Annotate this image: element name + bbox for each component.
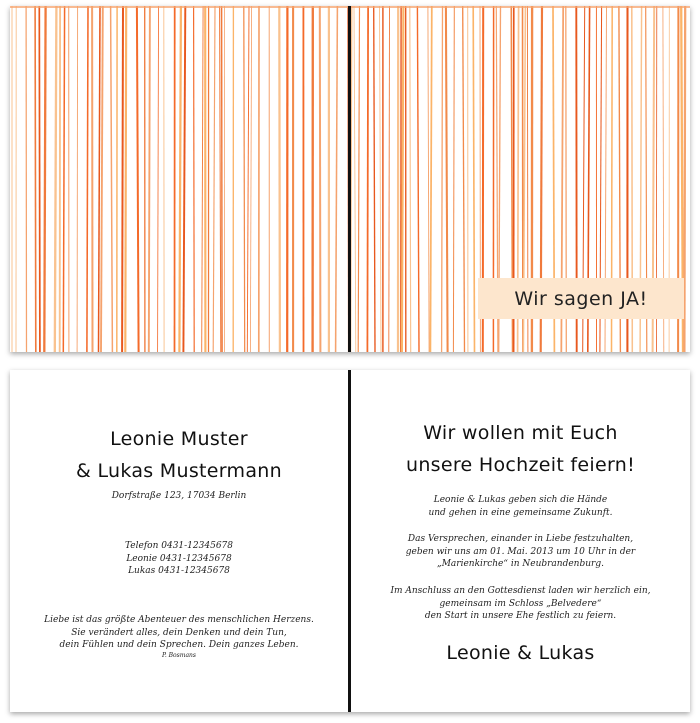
stripe-line <box>35 6 36 352</box>
paragraph-line: gemeinsam im Schloss „Belvedere“ <box>439 598 602 609</box>
stripe-line <box>158 6 159 352</box>
love-quote <box>10 614 348 660</box>
stripe-line <box>183 6 185 352</box>
stripe-line <box>149 6 150 352</box>
stripe-line <box>194 6 195 352</box>
banner-wir-sagen-ja <box>478 278 684 319</box>
stripe-line <box>380 6 382 352</box>
stripe-line <box>222 6 223 352</box>
invitation-paragraph-1 <box>351 494 690 519</box>
stripe-line <box>410 6 411 352</box>
phone-line: Telefon 0431-12345678 <box>125 541 233 551</box>
inside-left-page <box>10 370 348 712</box>
stripe-line <box>122 6 123 352</box>
stripe-line <box>250 6 251 352</box>
card-cover <box>10 6 690 352</box>
stripe-line <box>453 6 454 352</box>
invitation-paragraph-3 <box>351 585 690 623</box>
phone-list <box>10 540 348 578</box>
stripe-line <box>417 6 419 352</box>
stripe-line <box>428 6 429 352</box>
paragraph-line: „Marienkirche“ in Neubrandenburg. <box>437 559 604 569</box>
stripe-line <box>430 6 431 352</box>
paragraph-line: Im Anschluss an den Gottesdienst laden wir herzlich ein, <box>390 586 651 596</box>
stripe-line <box>77 6 78 352</box>
invitation-paragraph-2 <box>351 533 690 571</box>
paragraph-line: Leonie & Lukas geben sich die Hände <box>433 495 608 505</box>
stripe-line <box>179 6 181 352</box>
stripe-line <box>202 6 203 352</box>
stripe-line <box>244 6 245 352</box>
inside-right-page <box>351 370 690 712</box>
card-inside <box>10 370 690 712</box>
invitation-heading-line2: unsere Hochzeit feiern! <box>405 454 635 476</box>
stripe-line <box>684 6 685 352</box>
signature: Leonie & Lukas <box>446 642 595 664</box>
invitation-heading-line1: Wir wollen mit Euch <box>423 422 618 444</box>
stripe-line <box>279 6 280 352</box>
stripe-line <box>473 6 474 352</box>
fold-line <box>348 6 351 352</box>
quote-line: dein Fühlen und dein Sprechen. Dein ganzes Leben. <box>59 640 299 650</box>
stripe-line <box>39 6 40 352</box>
stripe-line <box>137 6 139 352</box>
stripe-line <box>320 6 321 352</box>
stripe-line <box>101 6 103 352</box>
stripe-line <box>55 6 57 352</box>
stripe-line <box>354 6 356 352</box>
quote-author: P. Bosmans <box>162 651 196 659</box>
stripe-line <box>446 6 448 352</box>
phone-line: Lukas 0431-12345678 <box>128 566 230 576</box>
paragraph-line: und gehen in eine gemeinsame Zukunft. <box>428 507 613 518</box>
paragraph-line: geben wir uns am 01. Mai. 2013 um 10 Uhr in der <box>405 546 636 557</box>
stripe-line <box>247 6 249 352</box>
stripe-line <box>367 6 368 352</box>
stripe-line <box>336 6 338 352</box>
paragraph-line: Das Versprechen, einander in Liebe festzuhalten, <box>407 534 634 544</box>
phone-line: Leonie 0431-12345678 <box>126 553 232 564</box>
quote-line: Liebe ist das größte Abenteuer des menschlichen Herzens. <box>44 615 314 625</box>
stripe-line <box>99 6 101 352</box>
stripe-line <box>389 6 390 352</box>
stripe-line <box>220 6 221 352</box>
stripe-line <box>213 6 215 352</box>
stripe-line <box>111 6 113 352</box>
couple-name-line2: & Lukas Mustermann <box>76 460 282 482</box>
couple-name-line1: Leonie Muster <box>110 428 248 450</box>
stripe-line <box>63 6 64 352</box>
stripe-line <box>463 6 465 352</box>
stripe-line <box>374 6 375 352</box>
stripe-line <box>442 6 443 352</box>
address: Dorfstraße 123, 17034 Berlin <box>111 491 247 501</box>
paragraph-line: den Start in unsere Ehe festlich zu feiern. <box>424 611 617 621</box>
stripe-line <box>358 6 359 352</box>
stripe-line <box>402 6 404 352</box>
stripe-line <box>125 6 126 352</box>
quote-line: Sie verändert alles, dein Denken und dein Tun, <box>71 627 287 638</box>
stripe-line <box>44 6 45 352</box>
stripe-line <box>87 6 88 352</box>
banner-text: Wir sagen JA! <box>514 287 648 310</box>
